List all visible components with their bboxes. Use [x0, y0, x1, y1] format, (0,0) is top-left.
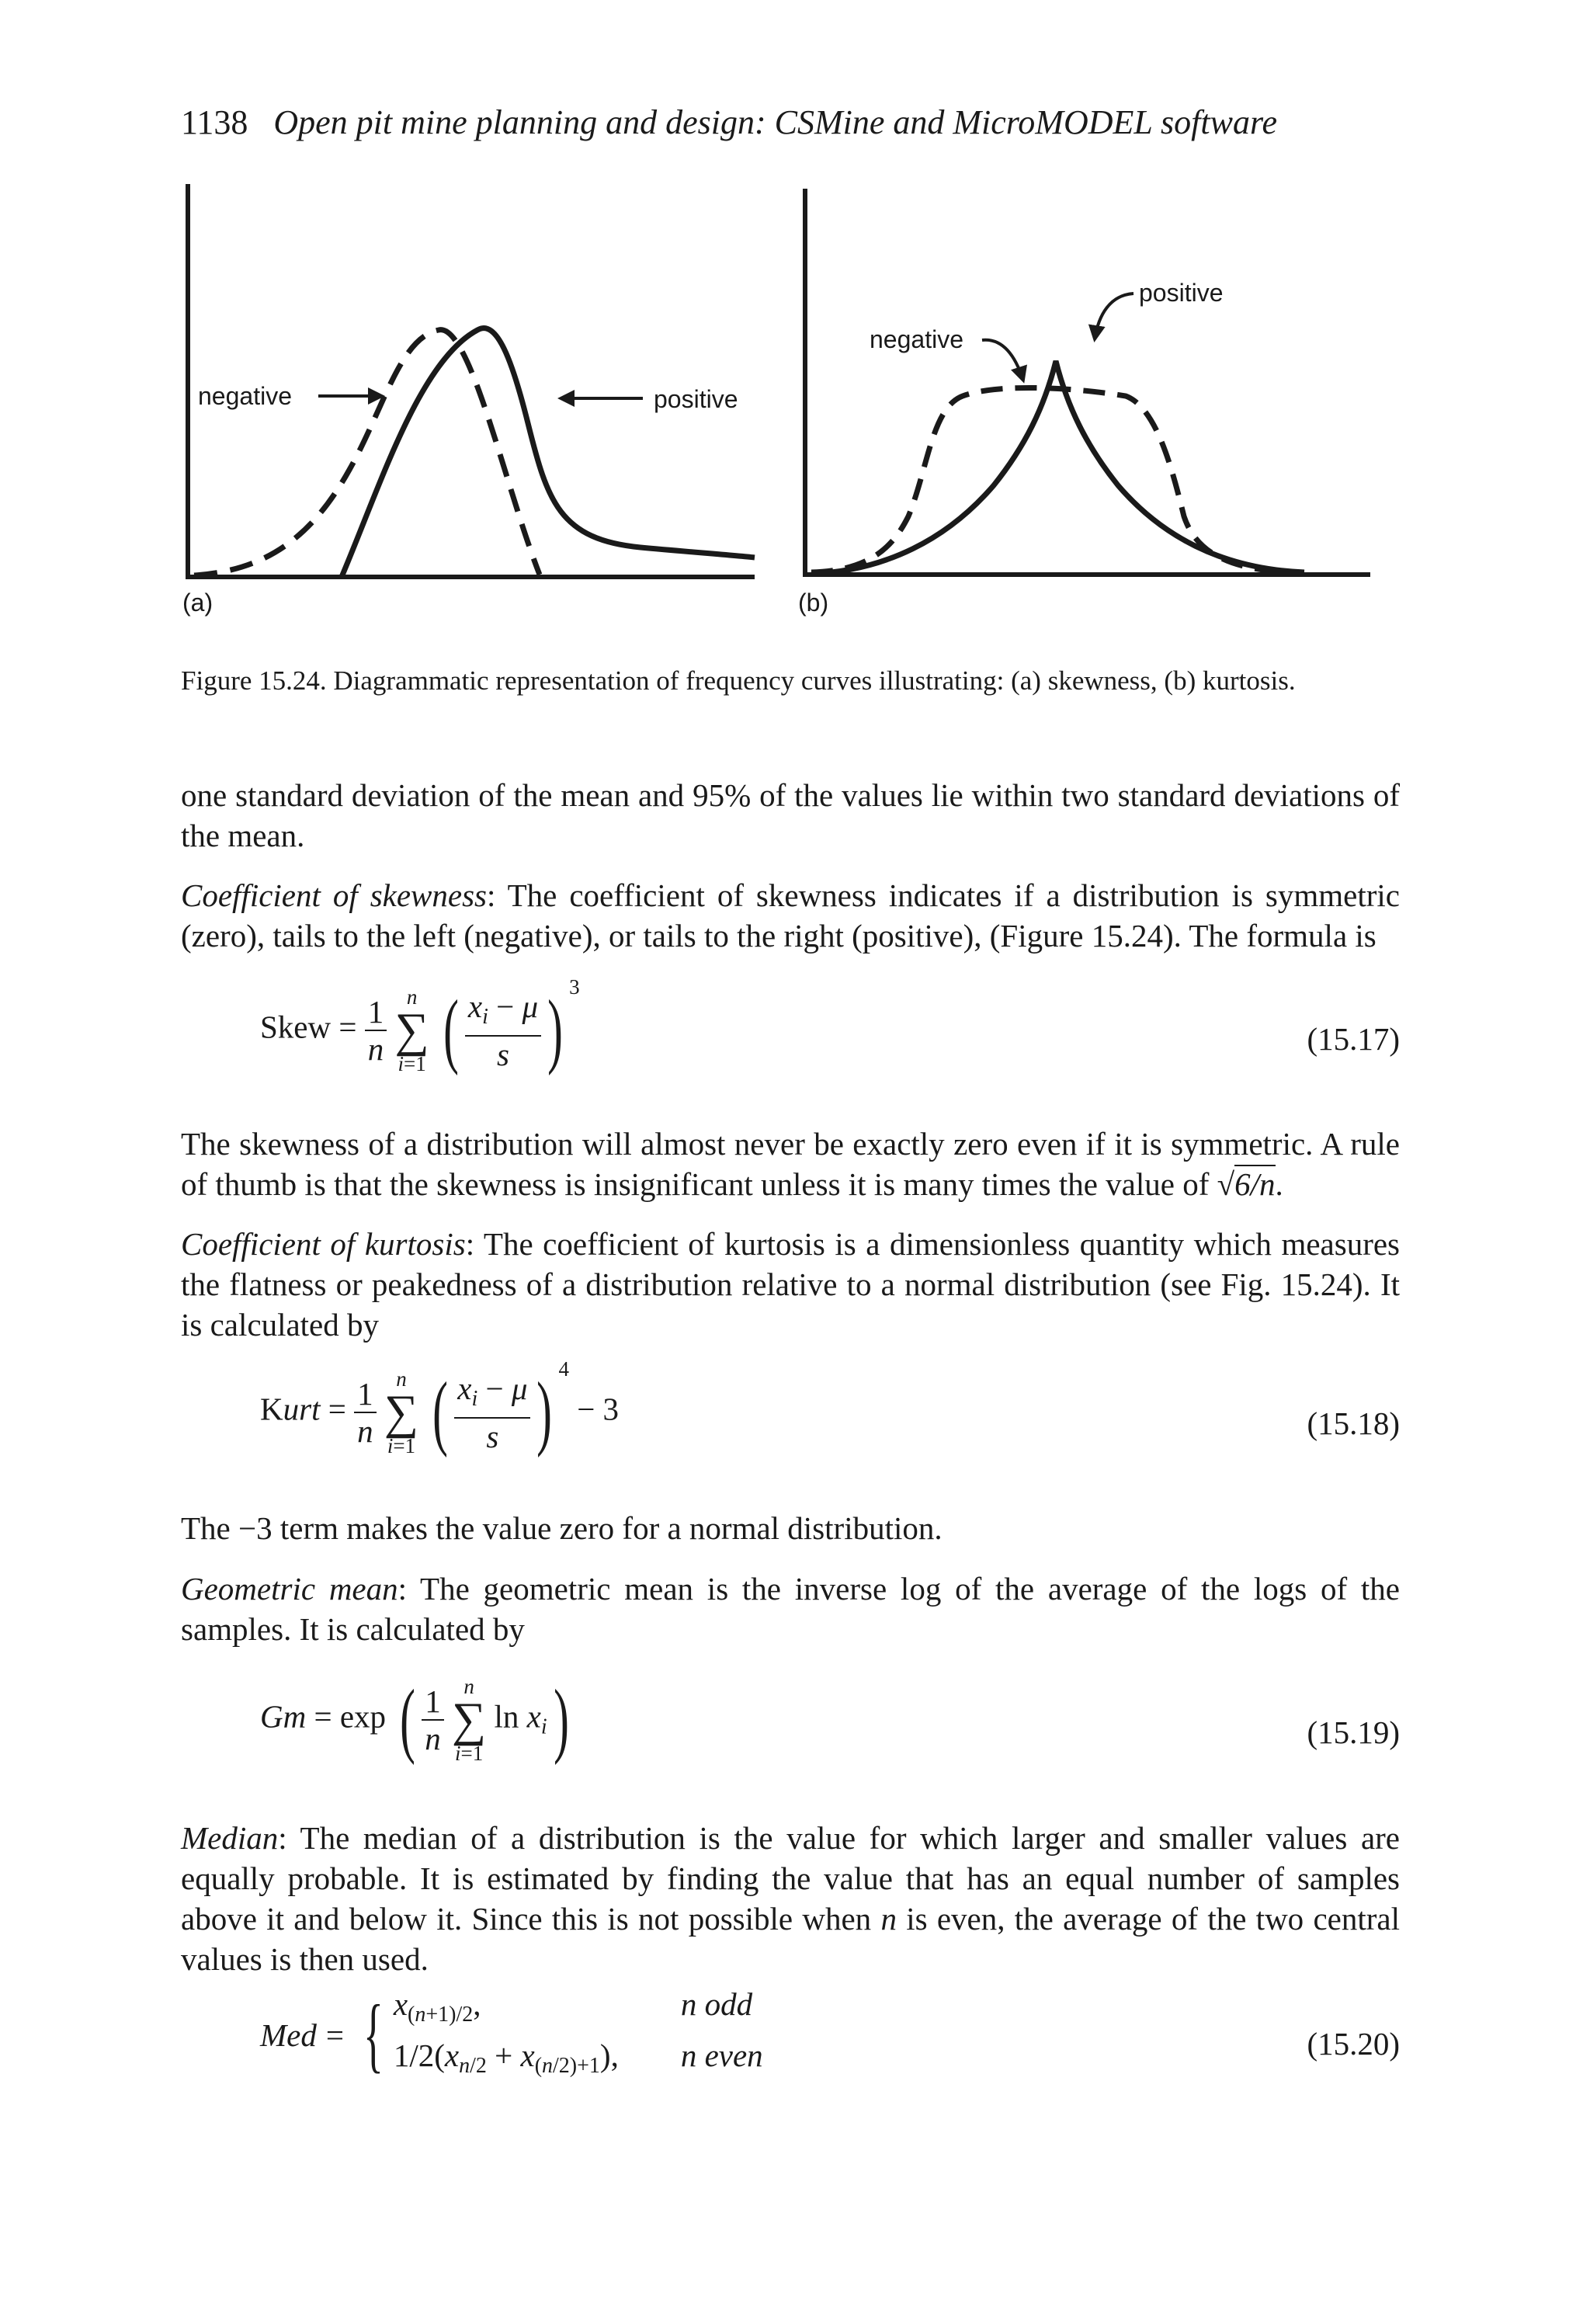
paragraph-std-dev: one standard deviation of the mean and 95% of the values lie within two standard deviations of the mean.: [181, 777, 1400, 853]
paragraph-minus-three: The −3 term makes the value zero for a normal distribution.: [181, 1510, 943, 1546]
eq18-power: 4: [558, 1357, 569, 1381]
term-geometric-mean: Geometric mean: [181, 1571, 398, 1607]
eq17-standardized: $\frac{x_i - \mu}{s}$: [465, 988, 541, 1072]
eq19-sum: n ∑ i=1: [452, 1675, 487, 1765]
eq18-standardized: $\frac{x_i - \mu}{s}$: [454, 1370, 530, 1454]
sqrt-radicand: 6/n: [1234, 1166, 1276, 1202]
skewness-rule-text: The skewness of a distribution will almost never be exactly zero even if it is symmetric. A rule of thumb is that the skewness is insignificant unless it is many times the value of: [181, 1126, 1400, 1202]
eq19-lhs: Gm: [260, 1698, 307, 1735]
panel-a-negative-curve: [194, 330, 540, 575]
panel-a-negative-label: negative: [198, 382, 292, 410]
panel-b: [798, 189, 1370, 617]
eq18-tail: − 3: [577, 1391, 620, 1427]
eq18-lhs-k: K: [260, 1391, 283, 1427]
eq17-sum: n ∑ i=1: [394, 985, 429, 1075]
panel-b-positive-label: positive: [1139, 279, 1224, 307]
panel-b-positive-curve: [811, 361, 1304, 574]
paragraph-median: [181, 1818, 1400, 1979]
panel-a: [182, 184, 755, 617]
paragraph-kurtosis: [181, 1224, 1400, 1345]
equation-15-17: Skew = $\frac{1}{n}$ n ∑ i=1 ( $\frac{x_i - \mu}{s}$ ) 3: [260, 975, 580, 1076]
term-kurtosis: Coefficient of kurtosis: [181, 1226, 466, 1262]
eq20-case-odd: n odd: [680, 1986, 753, 2022]
eq20-case-even: n even: [680, 2037, 763, 2073]
median-text-b: is even, the average of the two central values is then used.: [181, 1901, 1400, 1977]
panel-a-label: (a): [182, 589, 214, 617]
running-header: [181, 102, 1277, 142]
figure-caption: Figure 15.24. Diagrammatic representation of frequency curves illustrating: (a) skewness, (b) kurtosis.: [181, 665, 1296, 696]
equation-15-19: Gm = exp ( $\frac{1}{n}$ n ∑ i=1 $\ln x_i$): [260, 1673, 569, 1766]
median-text-a: : The median of a distribution is the value for which larger and smaller values are equally probable. It is estimated by finding the value that has an equal number of samples above it and below it. Since this is not possible when: [181, 1820, 1400, 1937]
geometric-mean-text: : The geometric mean is the inverse log of the average of the logs of the samples. It is calculated by: [181, 1571, 1400, 1647]
eq19-ln: ln: [494, 1698, 519, 1735]
eq20-brace: {: [363, 1989, 384, 2081]
term-median: Median: [181, 1820, 279, 1856]
eq19-number: (15.19): [1307, 1714, 1400, 1750]
paragraph-skewness-rule: The skewness of a distribution will almost never be exactly zero even if it is symmetric. A rule of thumb is that the skewness is insignificant unless it is many times the value of √6/n.: [181, 1126, 1400, 1202]
eq17-number: (15.17): [1307, 1021, 1400, 1057]
paragraph-geometric-mean: [181, 1568, 1400, 1649]
panel-b-negative-label: negative: [870, 325, 963, 353]
skewness-text: : The coefficient of skewness indicates if a distribution is symmetric (zero), tails to the left (negative), or tails to the right (positive), (Figure 15.24). The formula is: [181, 877, 1400, 954]
eq18-one-over-n: $\frac{1}{n}$: [354, 1376, 377, 1449]
eq18-number: (15.18): [1307, 1405, 1400, 1441]
eq18-sum: n ∑ i=1: [384, 1367, 419, 1457]
eq17-power: 3: [569, 975, 580, 999]
eq20-lhs: Med: [260, 2017, 317, 2053]
kurtosis-text: : The coefficient of kurtosis is a dimensionless quantity which measures the flatness or peakedness of a distribution relative to a normal distribution (see Fig. 15.24). It is calculated by: [181, 1226, 1400, 1343]
panel-a-positive-label: positive: [654, 385, 738, 413]
equation-15-20: Med = { $x_{(n+1)/2}$, n odd $1/2(x_{n/2} + x_{(n/2)+1})$, n even: [260, 1986, 763, 2081]
panel-b-positive-arrow: [1095, 294, 1133, 339]
panel-b-negative-curve: [811, 387, 1289, 572]
panel-a-positive-curve: [342, 328, 755, 577]
running-title: Open pit mine planning and design: CSMine and MicroMODEL software: [273, 103, 1277, 141]
eq20-number: (15.20): [1307, 2026, 1400, 2062]
term-skewness: Coefficient of skewness: [181, 877, 488, 913]
median-text-n: n: [880, 1901, 897, 1937]
panel-b-label: (b): [798, 589, 829, 617]
paragraph-skewness: [181, 875, 1400, 956]
eq17-one-over-n: $\frac{1}{n}$: [365, 994, 387, 1067]
equation-15-18: Kurt = $\frac{1}{n}$ n ∑ i=1 ( $\frac{x_i - \mu}{s}$ ) 4 − 3: [260, 1357, 620, 1458]
eq17-lhs: Skew: [260, 1009, 332, 1045]
eq19-exp: exp: [339, 1698, 387, 1735]
eq18-lhs-urt: urt: [283, 1391, 321, 1427]
panel-b-negative-arrow: [982, 340, 1023, 380]
frequency-curves-figure: [171, 175, 1390, 625]
sqrt-radical: √: [1217, 1166, 1235, 1202]
eq19-one-over-n: $\frac{1}{n}$: [422, 1683, 444, 1756]
page-number: 1138: [181, 103, 248, 141]
